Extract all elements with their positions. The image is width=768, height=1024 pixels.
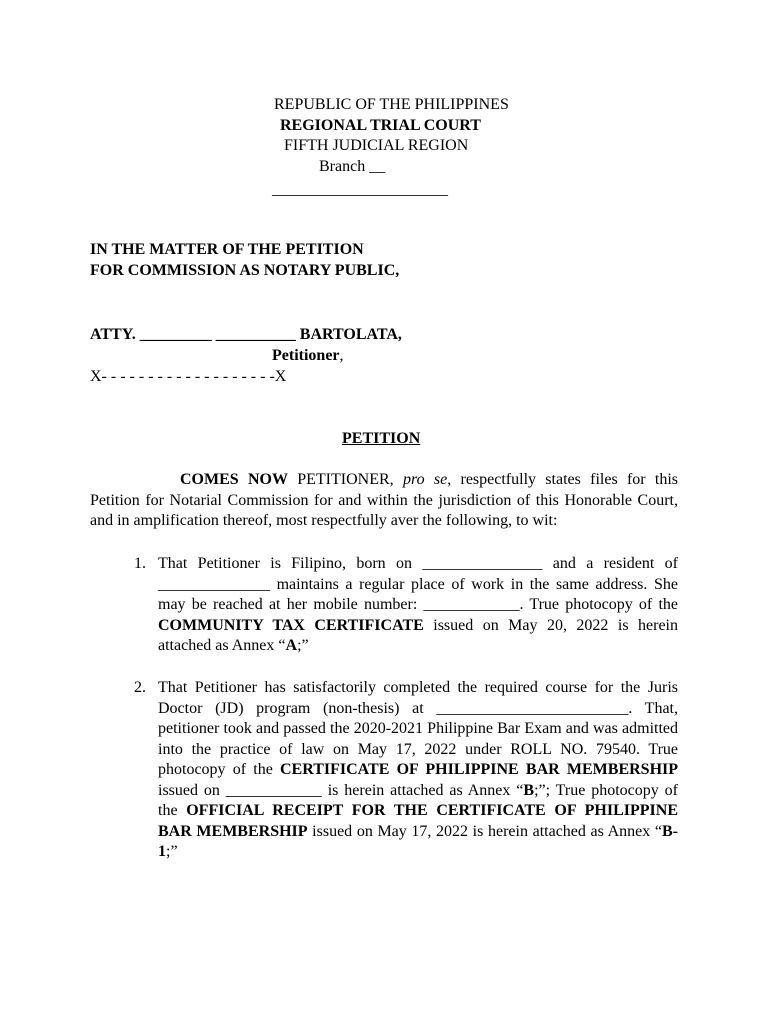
caption-separator: X- - - - - - - - - - - - - - - - - - -X bbox=[90, 368, 287, 385]
header-region: FIFTH JUDICIAL REGION bbox=[284, 137, 469, 154]
item-2-b3: OFFICIAL RECEIPT FOR THE CERTIFICATE OF PHILIPPINE BAR MEMBERSHIP bbox=[158, 802, 679, 840]
intro-text1: PETITIONER, bbox=[287, 471, 403, 488]
petitioner-label: Petitioner bbox=[272, 347, 340, 364]
document-title: PETITION bbox=[342, 430, 421, 447]
caption-atty: ATTY. _________ __________ BARTOLATA, bbox=[90, 326, 402, 343]
item-1-t1: That Petitioner is Filipino, born on _______________ and a resident of ______________ maintains a regular place of work in the same address. She may be reached at her mobile number: ____________. True photocopy of the bbox=[158, 555, 678, 613]
intro-paragraph bbox=[90, 470, 678, 532]
intro-text2: , respectfully states files for this Petition for Notarial Commission for and within the jurisdiction of this Honorable Court, and in amplification thereof, most respectfully aver the following, to wit: bbox=[90, 471, 678, 529]
intro-comes-now: COMES NOW bbox=[180, 471, 288, 488]
petitioner-comma: , bbox=[339, 347, 344, 364]
item-1-number: 1. bbox=[134, 555, 146, 572]
item-2-t5: ;” bbox=[166, 843, 178, 860]
item-2-b4: B-1 bbox=[158, 822, 678, 860]
item-1-b2: A bbox=[285, 637, 298, 654]
item-1-b1: COMMUNITY TAX CERTIFICATE bbox=[158, 616, 424, 634]
item-1-t3: ;” bbox=[297, 637, 309, 654]
item-1-text bbox=[158, 554, 678, 657]
item-2-b1: CERTIFICATE OF PHILIPPINE BAR MEMBERSHIP bbox=[280, 761, 679, 778]
header-branch: Branch __ bbox=[319, 158, 386, 175]
caption-matter-line1: IN THE MATTER OF THE PETITION bbox=[90, 241, 364, 258]
caption-matter-line2: FOR COMMISSION AS NOTARY PUBLIC, bbox=[90, 262, 400, 279]
item-2-t2: issued on ____________ is herein attached as Annex “ bbox=[158, 781, 524, 799]
intro-pro-se: pro se bbox=[402, 471, 448, 488]
header-court: REGIONAL TRIAL COURT bbox=[280, 117, 481, 134]
item-2-t3: ;”; True photocopy of the bbox=[158, 781, 678, 819]
item-2-text bbox=[158, 678, 678, 863]
item-2-b2: B bbox=[523, 781, 535, 799]
item-1-t2: issued on May 20, 2022 is herein attached as Annex “ bbox=[158, 616, 679, 654]
item-2-t1: That Petitioner has satisfactorily completed the required course for the Juris Doctor (JD) program (non-thesis) at ________________________. That, petitioner took and passed the 2020-2021 Philippine Bar Exam and was admitted into the practice of law on May 17, 2022 under ROLL NO. 79540. True photocopy of the bbox=[158, 679, 678, 778]
caption-petitioner bbox=[272, 346, 344, 367]
header-blank-line: ______________________ bbox=[272, 181, 448, 198]
item-2-number: 2. bbox=[134, 679, 146, 696]
header-republic: REPUBLIC OF THE PHILIPPINES bbox=[274, 96, 509, 113]
item-2-t4: issued on May 17, 2022 is herein attached as Annex “ bbox=[307, 822, 662, 840]
